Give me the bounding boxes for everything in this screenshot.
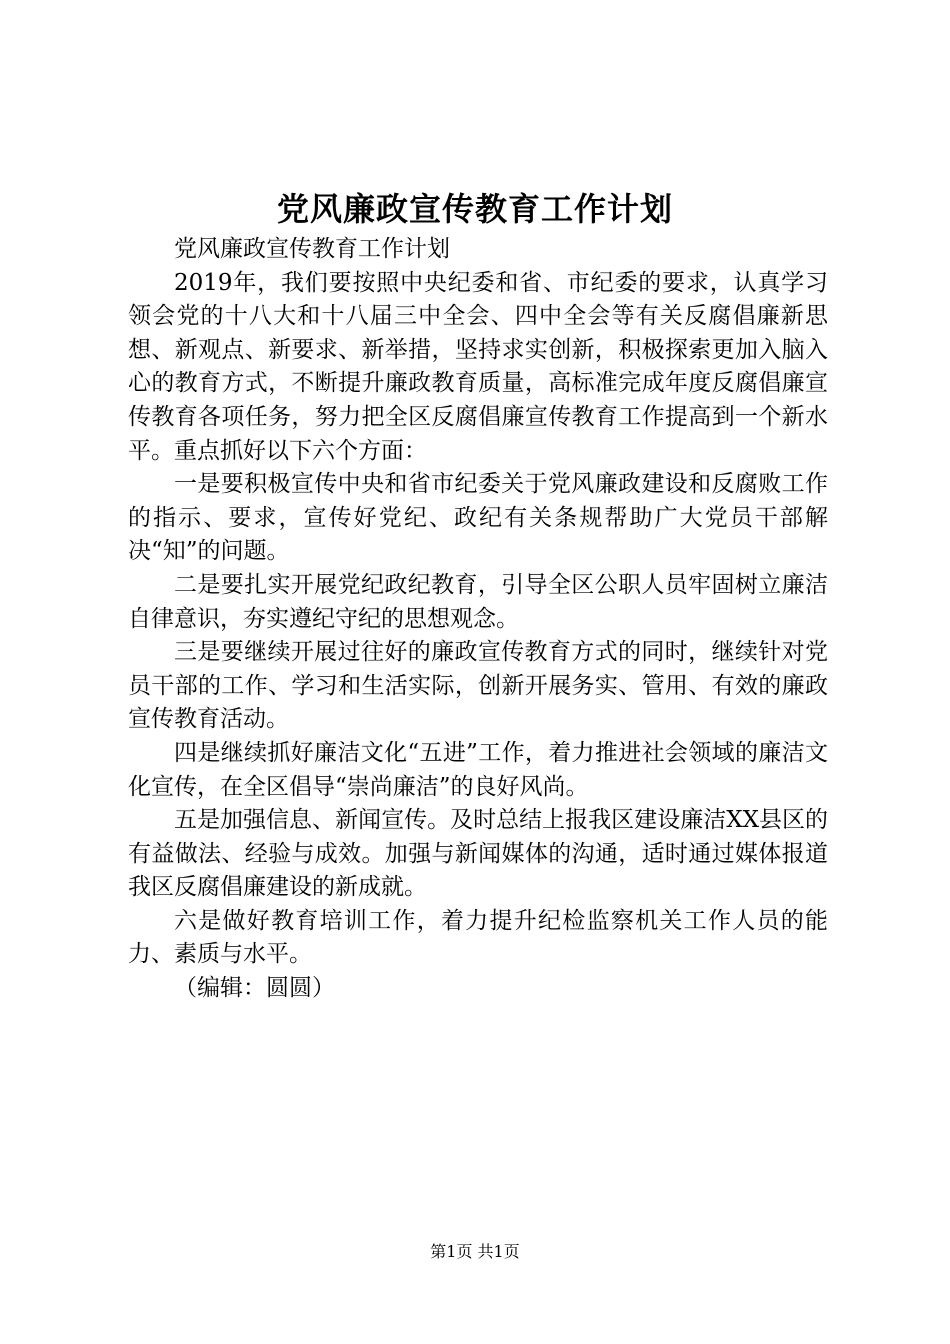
paragraph-item-2: 二是要扎实开展党纪政纪教育，引导全区公职人员牢固树立廉洁自律意识，夯实遵纪守纪的思想观念。 — [128, 571, 828, 632]
paragraph-item-4: 四是继续抓好廉洁文化“五进”工作，着力推进社会领域的廉洁文化宣传，在全区倡导“崇尚廉洁”的良好风尚。 — [128, 739, 828, 800]
paragraph-item-5: 五是加强信息、新闻宣传。及时总结上报我区建设廉洁XX县区的有益做法、经验与成效。加强与新闻媒体的沟通，适时通过媒体报道我区反腐倡廉建设的新成就。 — [128, 807, 828, 901]
document-title: 党风廉政宣传教育工作计划 — [276, 190, 673, 228]
paragraph-intro: 2019年，我们要按照中央纪委和省、市纪委的要求，认真学习领会党的十八大和十八届三中全会、四中全会等有关反腐倡廉新思想、新观点、新要求、新举措，坚持求实创新，积极探索更加入脑入心的教育方式，不断提升廉政教育质量，高标准完成年度反腐倡廉宣传教育各项任务，努力把全区反腐倡廉宣传教育工作提高到一个新水平。重点抓好以下六个方面： — [128, 269, 828, 464]
paragraph-item-6: 六是做好教育培训工作，着力提升纪检监察机关工作人员的能力、素质与水平。 — [128, 907, 828, 968]
paragraph-subtitle: 党风廉政宣传教育工作计划 — [174, 236, 450, 262]
document-body — [128, 233, 828, 1006]
page-footer: 第1页 共1页 — [430, 1242, 520, 1261]
paragraph-item-3: 三是要继续开展过往好的廉政宣传教育方式的同时，继续针对党员干部的工作、学习和生活实际，创新开展务实、管用、有效的廉政宣传教育活动。 — [128, 639, 828, 733]
paragraph-editor-note: （编辑：圆圆） — [174, 975, 335, 1002]
paragraph-item-1: 一是要积极宣传中央和省市纪委关于党风廉政建设和反腐败工作的指示、要求，宣传好党纪、政纪有关条规帮助广大党员干部解决“知”的问题。 — [128, 471, 828, 565]
